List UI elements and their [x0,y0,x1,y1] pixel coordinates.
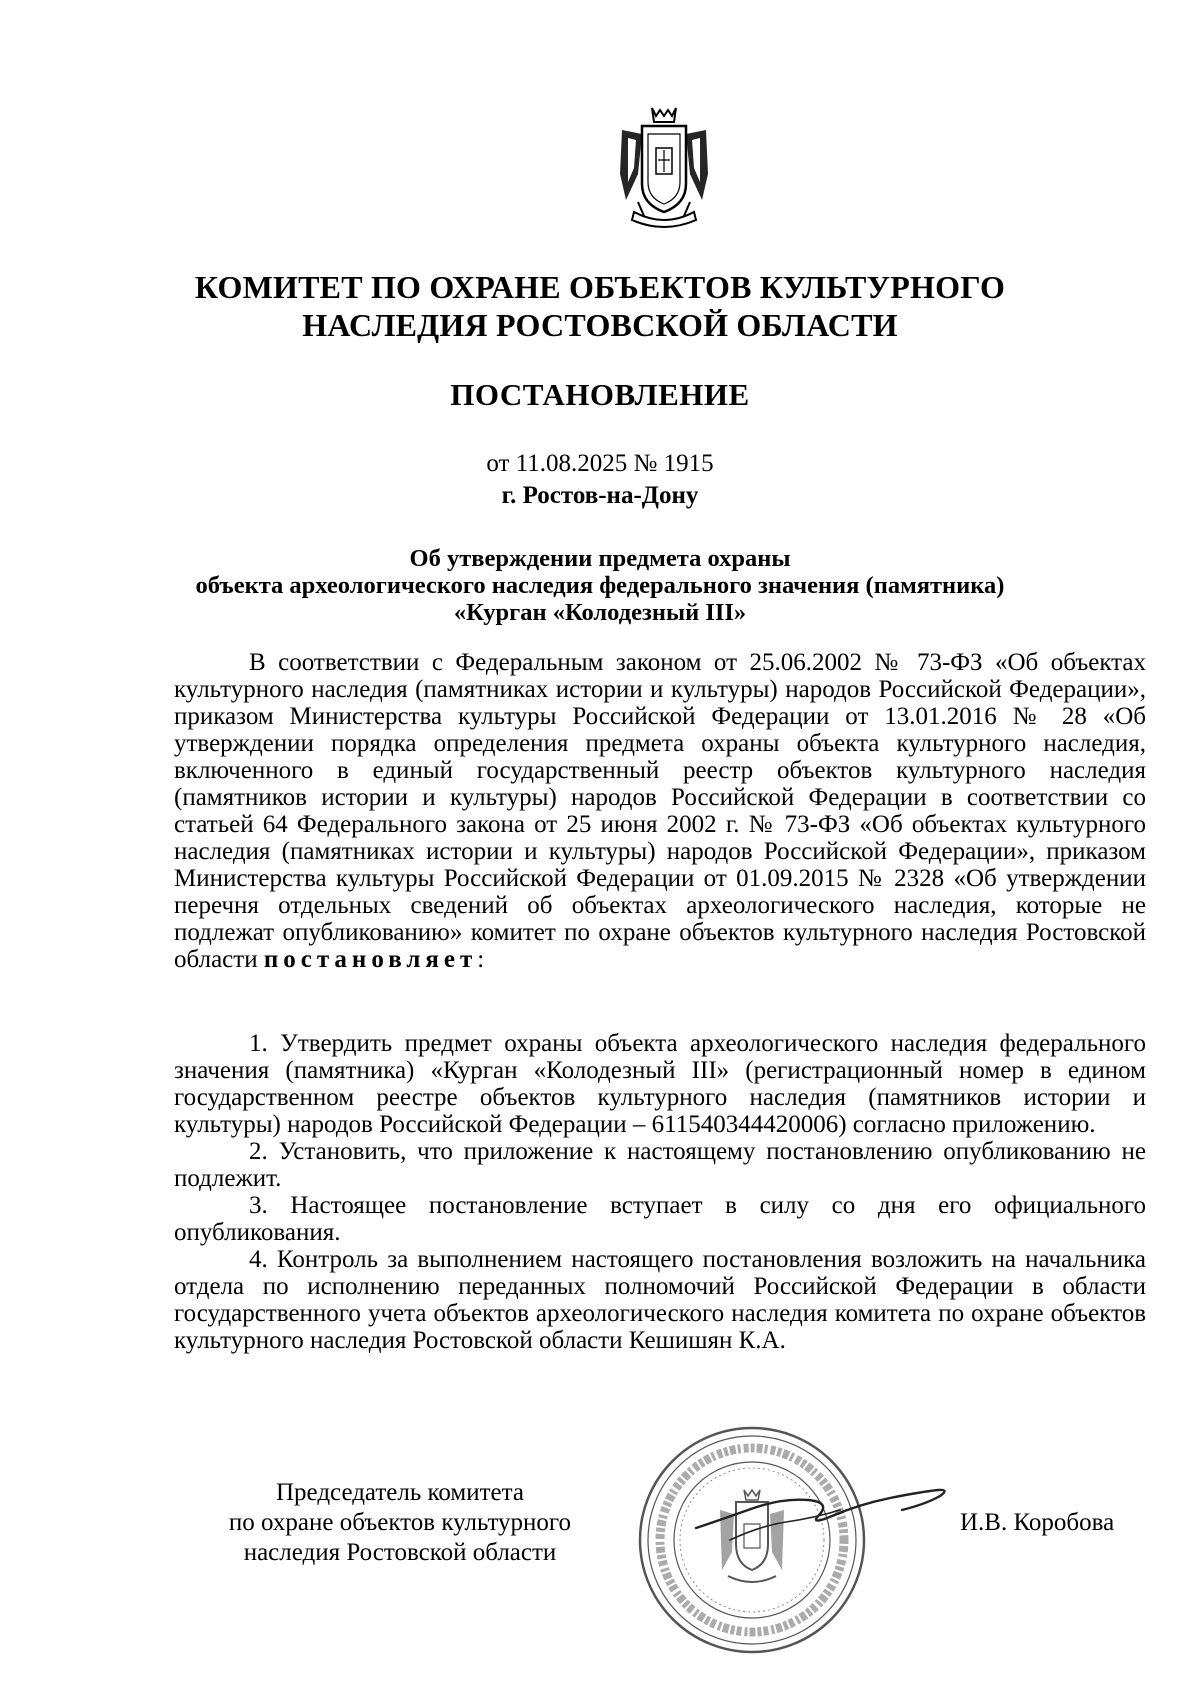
organization-title-line1: КОМИТЕТ ПО ОХРАНЕ ОБЪЕКТОВ КУЛЬТУРНОГО [194,269,1006,305]
preamble-paragraph [174,649,1146,973]
subject-line2: объекта археологического наследия федерального значения (памятника) [195,572,1005,599]
preamble-colon: : [477,946,485,973]
subject-line1: Об утверждении предмета охраны [409,545,791,572]
resolution-item: 2. Установить, что приложение к настоящему постановлению опубликованию не подлежит. [174,1138,1146,1192]
signatory-position-line2: по охране объектов культурного [228,1509,572,1536]
resolves-word: постановляет [263,946,478,973]
coat-of-arms-icon [612,104,716,232]
document-date-number: от 11.08.2025 № 1915 [486,450,714,477]
resolution-item: 1. Утвердить предмет охраны объекта археологического наследия федерального значения (памятника) «Курган «Колодезный III» (регистрационный номер в едином государственном реестре объектов культурного наследия (памятников истории и культуры) народов Российской Федерации – 611540344420006) согласно приложению. [174,1030,1146,1138]
subject-line3: «Курган «Колодезный III» [453,599,747,626]
signatory-name: И.В. Коробова [960,1509,1115,1536]
preamble-text: В соответствии с Федеральным законом от 25.06.2002 № 73-ФЗ «Об объектах культурного наследия (памятниках истории и культуры) народов Российской Федерации», приказом Министерства культуры Российской Федерации от 13.01.2016 № 28 «Об утверждении порядка определения предмета охраны объекта культурного наследия, включенного в единый государственный реестр объектов культурного наследия (памятников истории и культуры) народов Российской Федерации в соответствии со статьей 64 Федерального закона от 25 июня 2002 г. № 73-ФЗ «Об объектах культурного наследия (памятниках истории и культуры) народов Российской Федерации», приказом Министерства культуры Российской Федерации от 01.09.2015 № 2328 «Об утверждении перечня отдельных сведений об объектах археологического наследия, которые не подлежат опубликованию» комитет по охране объектов культурного наследия Ростовской области [174,649,1146,973]
document-city: г. Ростов-на-Дону [501,482,699,509]
document-subject [150,545,1050,626]
resolution-items [174,1030,1146,1354]
organization-title [150,268,1050,344]
signatory-position [190,1478,610,1568]
resolution-item: 3. Настоящее постановление вступает в силу со дня его официального опубликования. [174,1192,1146,1246]
document-type: ПОСТАНОВЛЕНИЕ [450,377,750,412]
signatory-position-line1: Председатель комитета [276,1479,524,1506]
organization-title-line2: НАСЛЕДИЯ РОСТОВСКОЙ ОБЛАСТИ [302,307,898,343]
resolution-item: 4. Контроль за выполнением настоящего постановления возложить на начальника отдела по исполнению переданных полномочий Российской Федерации в области государственного учета объектов археологического наследия комитета по охране объектов культурного наследия Ростовской области Кешишян К.А. [174,1246,1146,1354]
handwritten-signature-icon [690,1470,950,1560]
signatory-position-line3: наследия Ростовской области [243,1539,557,1566]
